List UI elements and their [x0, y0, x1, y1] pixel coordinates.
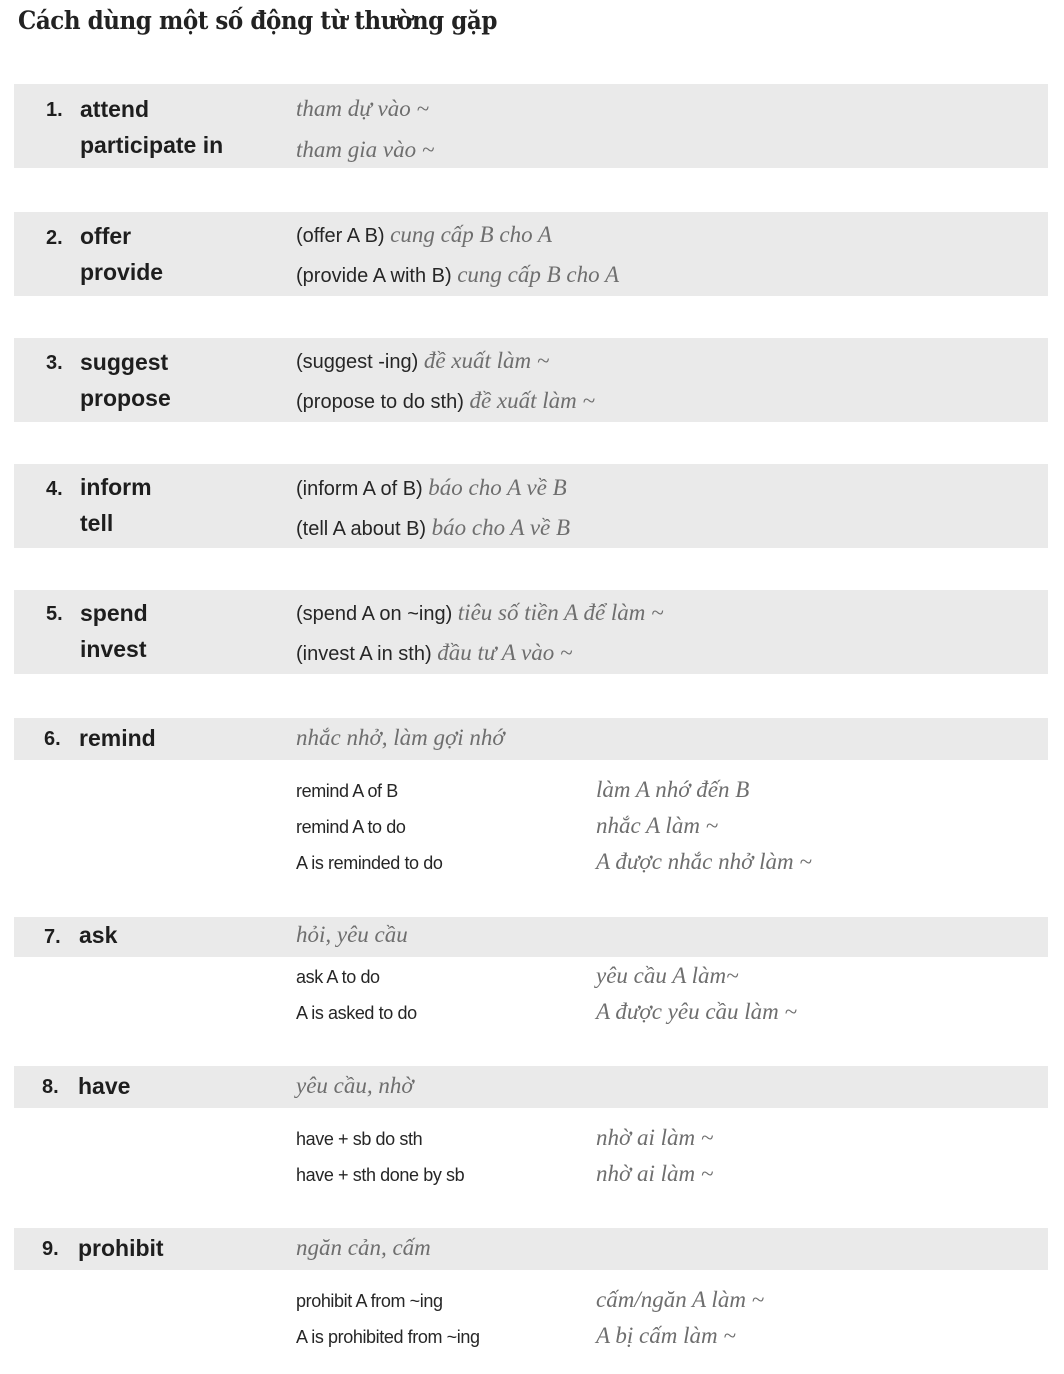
usage-meaning: tham dự vào ~ [296, 96, 429, 121]
entry-number: 9. [42, 1238, 59, 1260]
pattern: A is reminded to do [296, 853, 443, 873]
entry-number: 3. [46, 352, 63, 374]
pattern: have + sb do sth [296, 1129, 423, 1149]
verb: provide [80, 259, 164, 285]
pattern-meaning: nhắc A làm ~ [596, 813, 719, 838]
pattern: prohibit A from ~ing [296, 1291, 443, 1311]
pattern-meaning: nhờ ai làm ~ [596, 1125, 714, 1150]
usage-meaning: cung cấp B cho A [390, 222, 552, 247]
entry-number: 1. [46, 99, 63, 121]
usage-line: (provide A with B) cung cấp B cho A [296, 262, 619, 287]
usage-line [296, 96, 429, 122]
verb: spend [80, 600, 148, 626]
verb: have [78, 1073, 131, 1099]
pattern-meaning: A bị cấm làm ~ [596, 1323, 736, 1348]
usage-line: (spend A on ~ing) tiêu số tiền A để làm ~ [296, 600, 664, 625]
usage-meaning: đề xuất làm ~ [469, 388, 595, 413]
entry-band [14, 1066, 1048, 1108]
verb-meaning: yêu cầu, nhờ [296, 1073, 414, 1098]
verb: suggest [80, 349, 169, 375]
pattern: remind A to do [296, 817, 406, 837]
pattern: ask A to do [296, 967, 380, 987]
entry-band [14, 718, 1048, 760]
verb-meaning: nhắc nhở, làm gợi nhớ [296, 725, 505, 750]
usage-line: (suggest -ing) đề xuất làm ~ [296, 348, 550, 373]
verb: invest [80, 636, 147, 662]
entry-number: 6. [44, 728, 61, 750]
entry-band [14, 917, 1048, 957]
pattern: A is prohibited from ~ing [296, 1327, 480, 1347]
page-title: Cách dùng một số động từ thường gặp [18, 6, 497, 35]
pattern-meaning: làm A nhớ đến B [596, 777, 750, 802]
verb-meaning: ngăn cản, cấm [296, 1235, 431, 1260]
verb: offer [80, 223, 132, 249]
usage-meaning: đề xuất làm ~ [423, 348, 550, 373]
usage-line: (inform A of B) báo cho A về B [296, 475, 567, 500]
pattern-meaning: A được nhắc nhở làm ~ [596, 849, 812, 874]
entry-number: 4. [46, 478, 63, 500]
entry-number: 7. [44, 926, 61, 948]
usage-line: (offer A B) cung cấp B cho A [296, 222, 552, 247]
pattern: A is asked to do [296, 1003, 417, 1023]
pattern-meaning: cấm/ngăn A làm ~ [596, 1287, 765, 1312]
verb: propose [80, 385, 171, 411]
usage-line [296, 137, 434, 163]
entry-number: 5. [46, 603, 63, 625]
pattern: remind A of B [296, 781, 398, 801]
verb: remind [79, 725, 156, 751]
usage-meaning: tham gia vào ~ [296, 137, 435, 162]
verb: prohibit [78, 1235, 164, 1261]
verb: tell [80, 510, 114, 536]
verb: participate in [80, 132, 224, 158]
usage-meaning: tiêu số tiền A để làm ~ [457, 600, 664, 625]
usage-line: (tell A about B) báo cho A về B [296, 515, 571, 540]
verb: inform [80, 474, 152, 500]
usage-meaning: cung cấp B cho A [457, 262, 619, 287]
verb: ask [79, 922, 118, 948]
pattern: have + sth done by sb [296, 1165, 465, 1185]
pattern-meaning: A được yêu cầu làm ~ [596, 999, 797, 1024]
usage-meaning: báo cho A về B [431, 515, 571, 540]
pattern-meaning: nhờ ai làm ~ [596, 1161, 714, 1186]
usage-line: (propose to do sth) đề xuất làm ~ [296, 388, 595, 413]
usage-meaning: báo cho A về B [428, 475, 567, 500]
usage-meaning: đầu tư A vào ~ [437, 640, 573, 665]
entry-band [14, 1228, 1048, 1270]
entry-number: 8. [42, 1076, 59, 1098]
verb-meaning: hỏi, yêu cầu [296, 922, 408, 947]
verb: attend [80, 96, 149, 122]
pattern-meaning: yêu cầu A làm~ [596, 963, 739, 988]
usage-line: (invest A in sth) đầu tư A vào ~ [296, 640, 573, 665]
entry-number: 2. [46, 227, 63, 249]
